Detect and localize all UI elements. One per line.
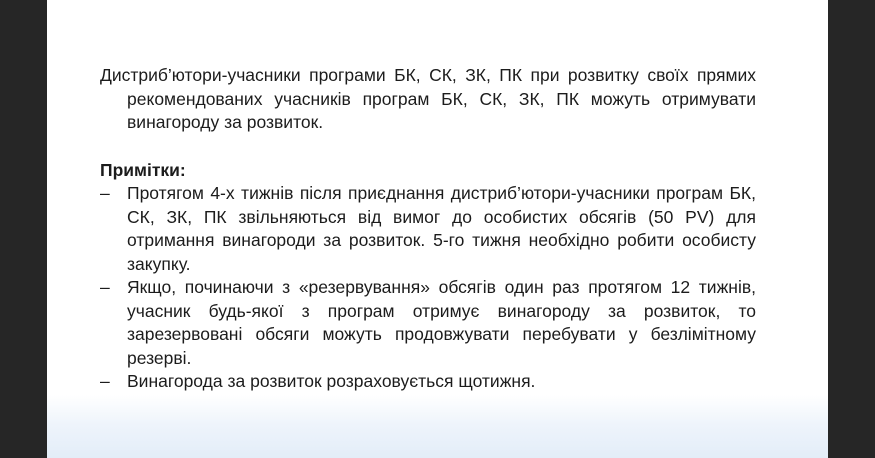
note-text: Якщо, починаючи з «резервування» обсягів один раз протягом 12 тижнів, учасник будь-якої з програм отримує винагороду за розвиток, то зарезервовані обсяги можуть продовжувати перебувати у безлімітному резерві. — [127, 277, 756, 368]
note-bullet: – — [100, 277, 110, 297]
note-bullet: – — [100, 371, 110, 391]
intro-paragraph: Дистриб’ютори-учасники програми БК, СК, ЗК, ПК при розвитку своїх прямих рекомендованих учасників програм БК, СК, ЗК, ПК можуть отримувати винагороду за розвиток. — [100, 65, 756, 132]
note-bullet: – — [100, 183, 110, 203]
notes-list — [100, 182, 756, 394]
note-text: Протягом 4-х тижнів після приєднання дистриб’ютори-учасники програм БК, СК, ЗК, ПК звільняються від вимог до особистих обсягів (50 PV) для отримання винагороди за розвиток. 5-го тижня необхідно робити особисту закупку. — [127, 183, 756, 274]
page-content — [100, 64, 756, 394]
note-item — [100, 276, 756, 370]
note-item — [100, 370, 756, 394]
note-text: Винагорода за розвиток розраховується щотижня. — [127, 371, 536, 391]
document-page — [47, 0, 828, 458]
notes-heading: Примітки: — [100, 159, 186, 180]
note-item — [100, 182, 756, 276]
